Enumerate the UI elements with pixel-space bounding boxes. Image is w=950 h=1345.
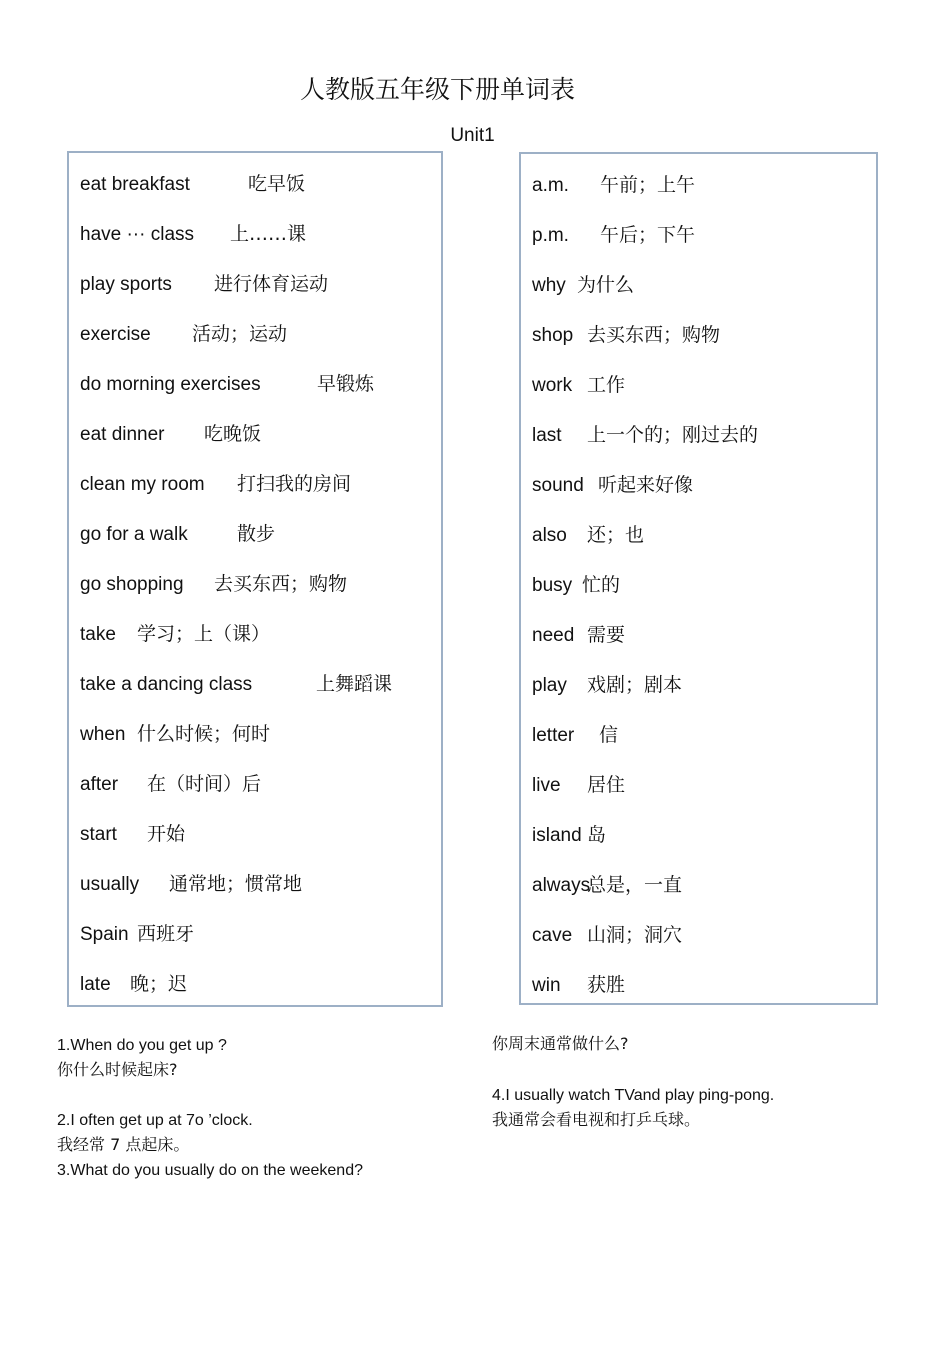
left-word-row bbox=[80, 369, 374, 399]
word-english: have ··· class bbox=[80, 224, 195, 245]
word-english: need bbox=[532, 625, 575, 646]
word-chinese: 西班牙 bbox=[137, 923, 195, 945]
right-word-row bbox=[532, 370, 625, 400]
word-english: Spain bbox=[80, 924, 129, 945]
word-english: exercise bbox=[80, 324, 151, 345]
word-chinese: 忙的 bbox=[582, 574, 621, 596]
word-chinese: 通常地；惯常地 bbox=[169, 873, 303, 895]
left-word-row bbox=[80, 769, 261, 799]
left-word-list bbox=[67, 151, 443, 1007]
word-english: go for a walk bbox=[80, 524, 188, 545]
word-chinese: 上舞蹈课 bbox=[316, 673, 393, 695]
word-chinese: 吃晚饭 bbox=[204, 423, 262, 445]
word-chinese: 戏剧；剧本 bbox=[587, 674, 683, 696]
right-word-row bbox=[532, 220, 695, 250]
word-chinese: 什么时候；何时 bbox=[137, 723, 271, 745]
word-english: when bbox=[80, 724, 126, 745]
word-chinese: 打扫我的房间 bbox=[237, 473, 352, 495]
left-word-row bbox=[80, 219, 306, 249]
word-chinese: 晚；迟 bbox=[130, 973, 188, 995]
left-word-row bbox=[80, 469, 351, 499]
left-word-row bbox=[80, 419, 261, 449]
word-english: after bbox=[80, 774, 119, 795]
word-english: sound bbox=[532, 475, 584, 496]
right-word-row bbox=[532, 270, 634, 300]
sentence-3-chinese: 你周末通常做什么? bbox=[492, 1034, 629, 1053]
word-chinese: 为什么 bbox=[577, 274, 635, 296]
word-english: go shopping bbox=[80, 574, 184, 595]
right-word-row bbox=[532, 620, 625, 650]
right-word-row bbox=[532, 770, 625, 800]
word-english: cave bbox=[532, 925, 573, 946]
right-word-row bbox=[532, 920, 682, 950]
word-english: win bbox=[532, 975, 561, 996]
sentence-4-english: 4.I usually watch TVand play ping-pong. bbox=[492, 1087, 775, 1104]
word-english: shop bbox=[532, 325, 574, 346]
word-chinese: 早锻炼 bbox=[317, 373, 375, 395]
right-word-row bbox=[532, 470, 693, 500]
word-english: eat breakfast bbox=[80, 174, 190, 195]
word-chinese: 进行体育运动 bbox=[214, 273, 329, 295]
word-english: live bbox=[532, 775, 561, 796]
word-chinese: 获胜 bbox=[587, 974, 626, 996]
word-chinese: 上一个的；刚过去的 bbox=[587, 424, 759, 446]
word-english: eat dinner bbox=[80, 424, 165, 445]
unit-heading: Unit1 bbox=[450, 125, 495, 146]
left-word-row bbox=[80, 869, 302, 899]
left-word-row bbox=[80, 519, 275, 549]
left-word-row bbox=[80, 269, 328, 299]
word-chinese: 上……课 bbox=[230, 223, 307, 245]
left-word-row bbox=[80, 919, 194, 949]
word-english: also bbox=[532, 525, 567, 546]
page-title: 人教版五年级下册单词表 bbox=[299, 75, 575, 104]
word-english: clean my room bbox=[80, 474, 205, 495]
sentence-4-chinese: 我通常会看电视和打乒乓球。 bbox=[492, 1110, 701, 1129]
word-english: do morning exercises bbox=[80, 374, 261, 395]
word-chinese: 在（时间）后 bbox=[147, 773, 262, 795]
word-english: usually bbox=[80, 874, 140, 895]
word-chinese: 工作 bbox=[587, 374, 626, 396]
left-word-row bbox=[80, 969, 187, 999]
left-word-row bbox=[80, 569, 347, 599]
word-english: busy bbox=[532, 575, 573, 596]
sentence-1-english: 1.When do you get up ? bbox=[57, 1037, 227, 1054]
left-word-row bbox=[80, 619, 270, 649]
word-chinese: 听起来好像 bbox=[598, 474, 694, 496]
right-word-row bbox=[532, 520, 644, 550]
right-word-row bbox=[532, 970, 625, 1000]
word-chinese: 山洞；洞穴 bbox=[587, 924, 683, 946]
right-word-row bbox=[532, 570, 620, 600]
sentence-2-chinese: 我经常 7 点起床。 bbox=[57, 1135, 190, 1154]
word-chinese: 需要 bbox=[587, 624, 626, 646]
word-chinese: 居住 bbox=[587, 774, 626, 796]
word-english: take a dancing class bbox=[80, 674, 253, 695]
word-english: play sports bbox=[80, 274, 172, 295]
word-english: start bbox=[80, 824, 117, 845]
word-english: work bbox=[532, 375, 573, 396]
word-english: last bbox=[532, 425, 562, 446]
right-word-row bbox=[532, 170, 695, 200]
word-english: letter bbox=[532, 725, 575, 746]
right-word-row bbox=[532, 670, 682, 700]
word-chinese: 去买东西；购物 bbox=[587, 324, 721, 346]
left-word-row bbox=[80, 669, 392, 699]
word-chinese: 开始 bbox=[147, 823, 186, 845]
word-english: island bbox=[532, 825, 582, 846]
word-english: late bbox=[80, 974, 111, 995]
word-english: a.m. bbox=[532, 175, 569, 196]
right-word-row bbox=[532, 320, 720, 350]
right-word-row bbox=[532, 870, 682, 900]
sentence-3-english: 3.What do you usually do on the weekend? bbox=[57, 1162, 363, 1179]
word-chinese: 学习；上（课） bbox=[137, 623, 271, 645]
word-english: play bbox=[532, 675, 567, 696]
word-chinese: 岛 bbox=[587, 824, 607, 846]
word-chinese: 午后；下午 bbox=[600, 224, 696, 246]
right-word-row bbox=[532, 720, 618, 750]
right-word-row bbox=[532, 820, 606, 850]
word-english: always bbox=[532, 875, 591, 896]
right-word-list bbox=[519, 152, 878, 1005]
word-chinese: 活动；运动 bbox=[192, 323, 288, 345]
word-english: p.m. bbox=[532, 225, 569, 246]
word-english: take bbox=[80, 624, 116, 645]
right-word-row bbox=[532, 420, 758, 450]
left-word-row bbox=[80, 819, 185, 849]
left-word-row bbox=[80, 319, 287, 349]
word-chinese: 吃早饭 bbox=[248, 173, 306, 195]
word-chinese: 总是，一直 bbox=[587, 874, 683, 896]
word-chinese: 午前；上午 bbox=[600, 174, 696, 196]
word-chinese: 信 bbox=[599, 724, 619, 746]
sentence-2-english: 2.I often get up at 7o ’clock. bbox=[57, 1112, 253, 1129]
word-chinese: 散步 bbox=[237, 523, 276, 545]
left-word-row bbox=[80, 719, 270, 749]
word-chinese: 还；也 bbox=[587, 524, 645, 546]
left-word-row bbox=[80, 169, 305, 199]
sentence-1-chinese: 你什么时候起床? bbox=[57, 1060, 178, 1079]
word-english: why bbox=[532, 275, 566, 296]
word-chinese: 去买东西；购物 bbox=[214, 573, 348, 595]
